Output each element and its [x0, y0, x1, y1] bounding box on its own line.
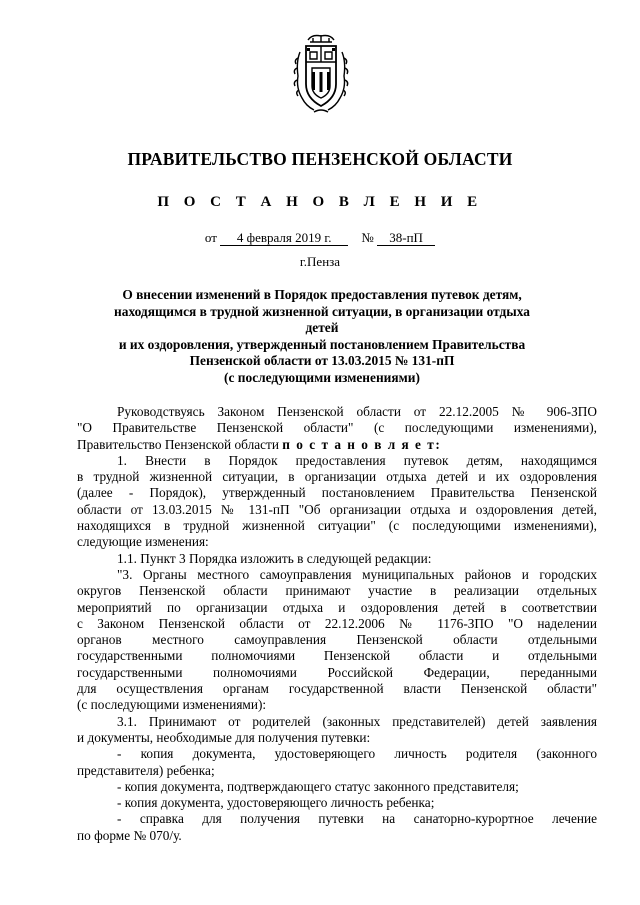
body-line: мероприятий по организации отдыха и оздоровления детей в соответствии: [77, 599, 597, 615]
body-line: по форме № 070/у.: [77, 827, 182, 843]
body-line: для осуществления органам государственной власти Пензенской области": [77, 681, 597, 697]
body-line: "О Правительстве Пензенской области" (с последующими изменениями),: [77, 420, 597, 436]
body-line: представителя) ребенка;: [77, 762, 215, 778]
date-number-line: [0, 230, 640, 246]
body-line: (далее - Порядок), утвержденный постановлением Правительства Пензенской: [77, 485, 597, 501]
body-line: государственными полномочиями Российской Федерации, переданными: [77, 664, 597, 680]
body-line: "3. Органы местного самоуправления муниципальных районов и городских: [117, 566, 597, 582]
body-line: с Законом Пензенской области от 22.12.2006 № 1176-ЗПО "О наделении: [77, 615, 597, 631]
body-line: и документы, необходимые для получения путевки:: [77, 729, 371, 745]
body-line: находящихся в трудной жизненной ситуации" (с последующими изменениями),: [77, 518, 597, 534]
body-text: Правительство Пензенской области: [77, 436, 279, 452]
decree-date: 4 февраля 2019 г.: [220, 231, 348, 246]
body-line: 3.1. Принимают от родителей (законных представителей) детей заявления: [117, 713, 597, 729]
number-sign: №: [361, 230, 374, 245]
subject-line: Пензенской области от 13.03.2015 № 131-пП: [189, 353, 455, 368]
body-line: 1.1. Пункт 3 Порядка изложить в следующей редакции:: [117, 550, 432, 566]
subject-line: находящимся в трудной жизненной ситуации, в организации отдыха детей: [114, 303, 530, 335]
subject-line: (с последующими изменениями): [224, 369, 420, 385]
resolves-word: п о с т а н о в л я е т:: [282, 436, 442, 452]
body-line: 1. Внести в Порядок предоставления путевок детям, находящимся: [117, 452, 597, 468]
coat-of-arms-icon: [290, 32, 352, 116]
body-line: области от 13.03.2015 № 131-пП "Об организации отдыха и оздоровления детей,: [77, 501, 597, 517]
body-line: [77, 437, 597, 453]
subject-line: О внесении изменений в Порядок предоставления путевок детям,: [122, 287, 522, 302]
body-line: - копия документа, подтверждающего статус законного представителя;: [117, 778, 519, 794]
subject-line: и их оздоровления, утвержденный постановлением Правительства: [118, 336, 526, 352]
body-line: - копия документа, удостоверяющего личность родителя (законного: [117, 746, 597, 762]
body-line: органов местного самоуправления Пензенской области отдельными: [77, 632, 597, 648]
decree-body: [77, 404, 597, 844]
body-line: в трудной жизненной ситуации, в организации отдыха детей и их оздоровления: [77, 469, 597, 485]
government-title: ПРАВИТЕЛЬСТВО ПЕНЗЕНСКОЙ ОБЛАСТИ: [127, 149, 513, 169]
city-name: г.Пенза: [299, 254, 341, 269]
body-line: государственными полномочиями Пензенской области и отдельными: [77, 648, 597, 664]
date-prefix: от: [204, 230, 217, 245]
body-line: (с последующими изменениями):: [77, 697, 267, 713]
body-line: округов Пензенской области принимают участие в реализации отдельных: [77, 583, 597, 599]
document-type-heading: П О С Т А Н О В Л Е Н И Е: [157, 194, 483, 210]
decree-subject: [98, 287, 546, 386]
decree-number: 38-пП: [377, 231, 435, 246]
body-line: Руководствуясь Законом Пензенской области от 22.12.2005 № 906-ЗПО: [117, 404, 597, 419]
body-line: - справка для получения путевки на санаторно-курортное лечение: [117, 811, 597, 827]
body-line: следующие изменения:: [77, 534, 209, 550]
body-line: - копия документа, удостоверяющего личность ребенка;: [117, 795, 435, 811]
